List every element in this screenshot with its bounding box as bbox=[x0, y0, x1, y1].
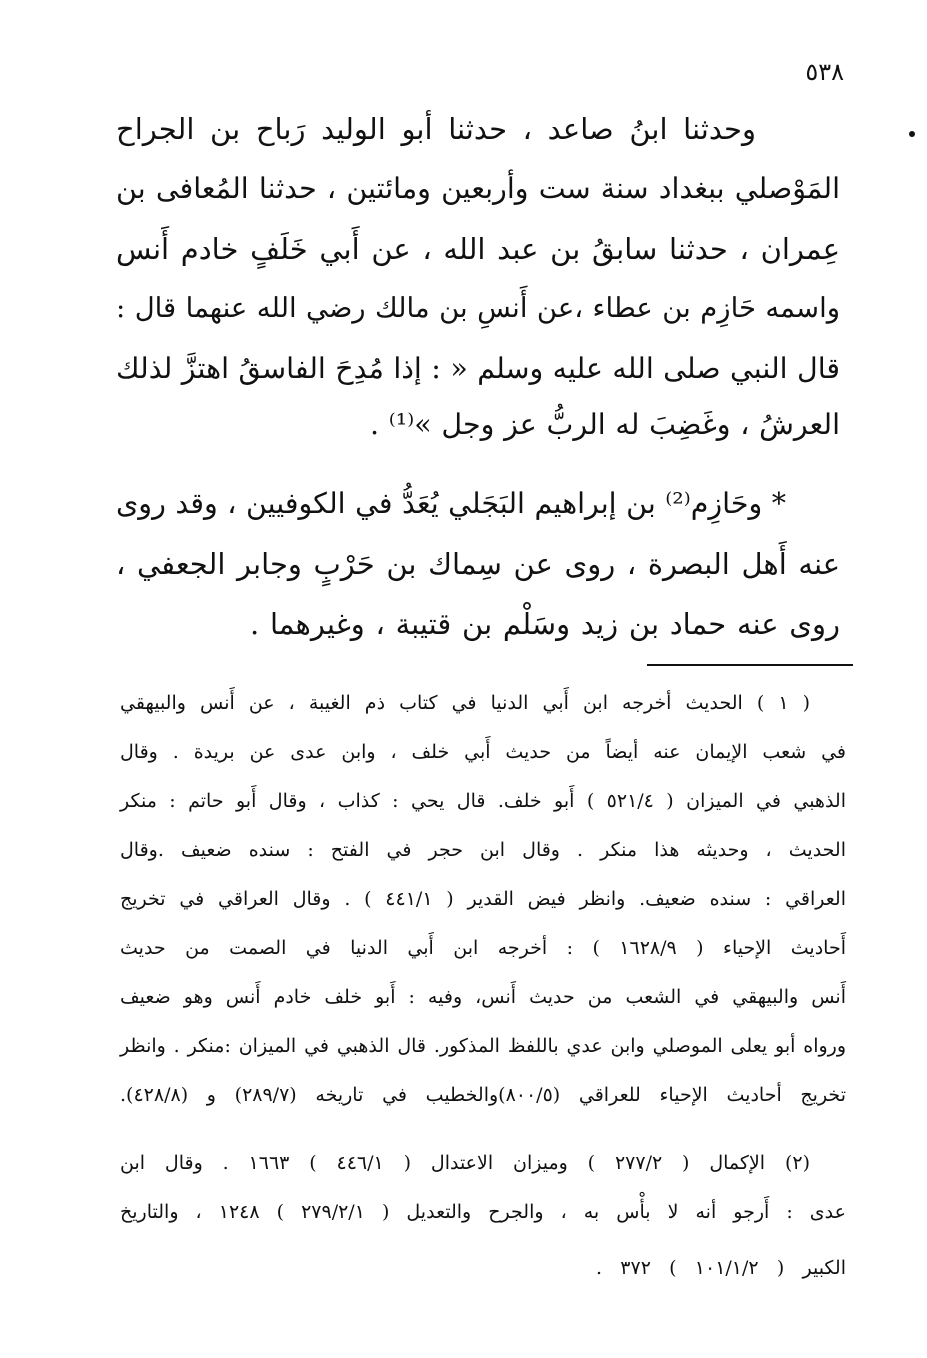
text-line: عنه أَهل البصرة ، روى عن سِماك بن حَرْبٍ وجابر الجعفي ، bbox=[116, 547, 840, 581]
text-line: العرشُ ، وغَضِبَ له الربُّ عز وجل »⁽¹⁾ . bbox=[370, 408, 840, 441]
text-line: قال النبي صلى الله عليه وسلم « : إذا مُدِحَ الفاسقُ اهتزَّ لذلك bbox=[116, 352, 840, 385]
footnote-divider bbox=[647, 664, 853, 666]
footnote-line: الكبير ( ١٠١/١/٢ ) ٣٧٢ . bbox=[596, 1257, 846, 1279]
footnote-line: عدى : أَرجو أنه لا بأْس به ، والجرح والتعديل ( ٢٧٩/٢/١ ) ١٢٤٨ ، والتاريخ bbox=[120, 1201, 846, 1223]
text-line: وحدثنا ابنُ صاعد ، حدثنا أبو الوليد رَباح بن الجراح bbox=[116, 112, 756, 146]
text-line: المَوْصلي ببغداد سنة ست وأربعين ومائتين ، حدثنا المُعافى بن bbox=[116, 172, 840, 205]
text-line: عِمران ، حدثنا سابقُ بن عبد الله ، عن أَبي خَلَفٍ خادم أَنس bbox=[116, 232, 840, 266]
footnote-line: الذهبي في الميزان ( ٥٢١/٤ ) أَبو خلف. قال يحي : كذاب ، وقال أَبو حاتم : منكر bbox=[120, 790, 846, 812]
text-line: روى عنه حماد بن زيد وسَلْم بن قتيبة ، وغيرهما . bbox=[250, 607, 840, 641]
text-line: * وحَازِم⁽²⁾ بن إبراهيم البَجَلي يُعَدُّ في الكوفيين ، وقد روى bbox=[116, 487, 786, 520]
page-number: ٥٣٨ bbox=[805, 58, 844, 86]
footnote-line: ورواه أبو يعلى الموصلي وابن عدي باللفظ المذكور. قال الذهبي في الميزان :منكر . وانظر bbox=[120, 1035, 846, 1057]
footnote-line: (٢) الإكمال ( ٢٧٧/٢ ) وميزان الاعتدال ( ٤٤٦/١ ) ١٦٦٣ . وقال ابن bbox=[120, 1152, 810, 1174]
margin-dot bbox=[909, 131, 915, 137]
text-line: واسمه حَازِم بن عطاء ،عن أَنسِ بن مالك رضي الله عنهما قال : bbox=[116, 292, 840, 324]
footnote-line: ( ١ ) الحديث أخرجه ابن أَبي الدنيا في كتاب ذم الغيبة ، عن أَنس والبيهقي bbox=[120, 692, 811, 714]
footnote-line: تخريج أحاديث الإحياء للعراقي (٨٠٠/٥)والخطيب في تاريخه (٢٨٩/٧) و (٤٢٨/٨). bbox=[120, 1084, 846, 1106]
footnote-line: أَنس والبيهقي في الشعب من حديث أَنس، وفيه : أَبو خلف خادم أَنس وهو ضعيف bbox=[120, 986, 846, 1008]
footnote-line: في شعب الإيمان عنه أيضاً من حديث أَبي خلف ، وابن عدى عن بريدة . وقال bbox=[120, 741, 846, 763]
footnote-line: أَحاديث الإحياء ( ١٦٢٨/٩ ) : أخرجه ابن أَبي الدنيا في الصمت من حديث bbox=[120, 937, 846, 959]
footnote-line: العراقي : سنده ضعيف. وانظر فيض القدير ( ٤٤١/١ ) . وقال العراقي في تخريج bbox=[120, 888, 846, 910]
footnote-line: الحديث ، وحديثه هذا منكر . وقال ابن حجر في الفتح : سنده ضعيف .وقال bbox=[120, 839, 846, 861]
